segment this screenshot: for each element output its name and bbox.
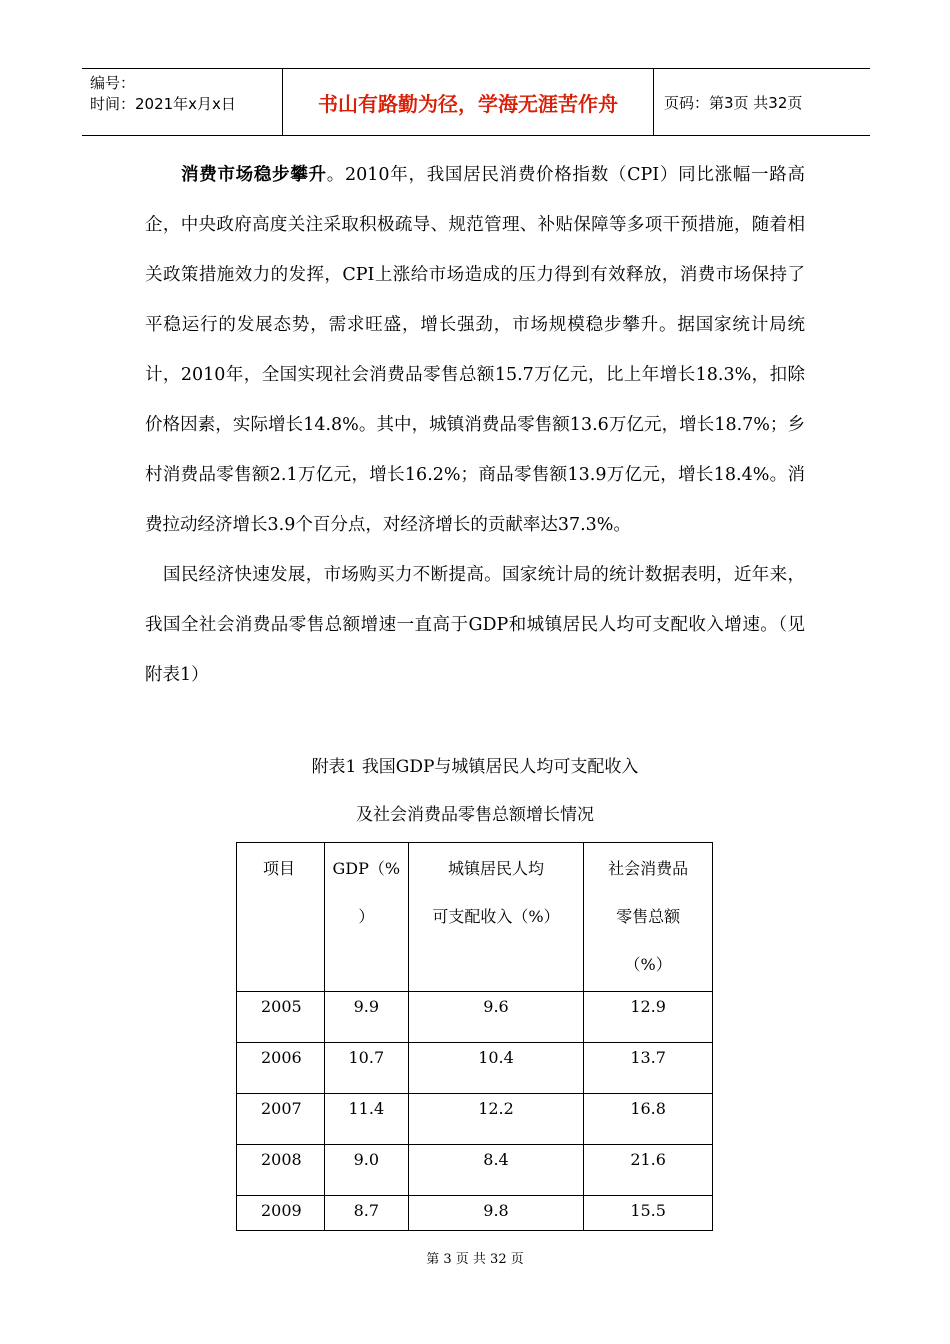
paragraph-consumer-market: [145, 150, 805, 550]
table-caption-line1: 附表1 我国GDP与城镇居民人均可支配收入: [311, 757, 639, 777]
cell-year: 2005: [237, 992, 325, 1043]
cell-retail: 21.6: [584, 1145, 713, 1196]
table-row: [237, 1145, 713, 1196]
cell-retail: 12.9: [584, 992, 713, 1043]
cell-year: 2008: [237, 1145, 325, 1196]
cell-year: 2007: [237, 1094, 325, 1145]
cell-gdp: 9.9: [324, 992, 408, 1043]
table-header-row: [237, 843, 713, 992]
code-label: 编号：: [90, 74, 136, 92]
cell-income: 8.4: [408, 1145, 584, 1196]
cell-year: 2006: [237, 1043, 325, 1094]
header-retail-sales: 社会消费品 零售总额 （%）: [584, 843, 713, 992]
cell-income: 12.2: [408, 1094, 584, 1145]
header-motto: 书山有路勤为径，学海无涯苦作舟: [282, 69, 654, 135]
cell-retail: 13.7: [584, 1043, 713, 1094]
cell-income: 10.4: [408, 1043, 584, 1094]
cell-year: 2009: [237, 1196, 325, 1231]
header-item: 项目: [237, 843, 325, 992]
cell-income: 9.8: [408, 1196, 584, 1231]
cell-gdp: 9.0: [324, 1145, 408, 1196]
cell-gdp: 11.4: [324, 1094, 408, 1145]
header-gdp: GDP（% ）: [324, 843, 408, 992]
time-label: 时间：2021年x月x日: [90, 95, 236, 113]
table-row: [237, 992, 713, 1043]
cell-gdp: 10.7: [324, 1043, 408, 1094]
paragraph-purchasing-power: 国民经济快速发展，市场购买力不断提高。国家统计局的统计数据表明，近年来，我国全社会消费品零售总额增速一直高于GDP和城镇居民人均可支配收入增速。（见附表1）: [145, 565, 805, 685]
growth-table: [236, 842, 713, 1231]
header-meta: [82, 69, 282, 135]
page-header: [82, 68, 870, 136]
cell-gdp: 8.7: [324, 1196, 408, 1231]
table-caption-line2: 及社会消费品零售总额增长情况: [356, 805, 594, 825]
cell-retail: 16.8: [584, 1094, 713, 1145]
table-row: [237, 1094, 713, 1145]
page-footer: 第 3 页 共 32 页: [426, 1252, 524, 1267]
document-body: [145, 150, 805, 700]
header-disposable-income: 城镇居民人均 可支配收入（%）: [408, 843, 584, 992]
cell-income: 9.6: [408, 992, 584, 1043]
table-row: [237, 1196, 713, 1231]
cell-retail: 15.5: [584, 1196, 713, 1231]
paragraph-text: 。2010年，我国居民消费价格指数（CPI）同比涨幅一路高企，中央政府高度关注采取积极疏导、规范管理、补贴保障等多项干预措施，随着相关政策措施效力的发挥，CPI上涨给市场造成的压力得到有效释放，消费市场保持了平稳运行的发展态势，需求旺盛，增长强劲，市场规模稳步攀升。据国家统计局统计，2010年，全国实现社会消费品零售总额15.7万亿元，比上年增长18.3%，扣除价格因素，实际增长14.8%。其中，城镇消费品零售额13.6万亿元，增长18.7%；乡村消费品零售额2.1万亿元，增长16.2%；商品零售额13.9万亿元，增长18.4%。消费拉动经济增长3.9个百分点，对经济增长的贡献率达37.3%。: [145, 165, 805, 535]
table-row: [237, 1043, 713, 1094]
header-page-number: 页码：第3页 共32页: [664, 93, 803, 112]
paragraph-heading: 消费市场稳步攀升: [181, 165, 327, 185]
